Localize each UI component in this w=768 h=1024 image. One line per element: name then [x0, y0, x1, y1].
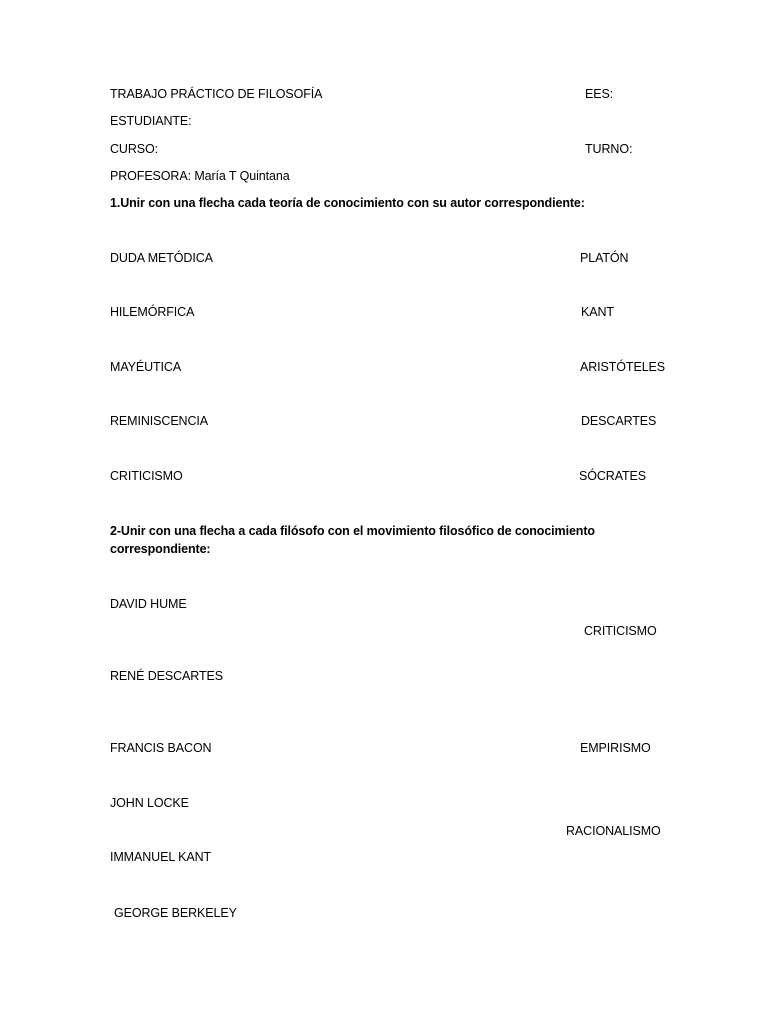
movement-item: RACIONALISMO — [566, 824, 661, 838]
exercise2-prompt: 2-Unir con una flecha a cada filósofo con el movimiento filosófico de conocimiento correspondiente: — [110, 524, 595, 556]
student-label: ESTUDIANTE: — [110, 114, 192, 128]
movement-item: EMPIRISMO — [580, 741, 651, 755]
author-item: ARISTÓTELES — [580, 360, 666, 374]
author-item: KANT — [581, 305, 614, 319]
teacher-label: PROFESORA: María T Quintana — [110, 169, 290, 183]
movement-item: CRITICISMO — [584, 624, 657, 638]
theory-item: DUDA METÓDICA — [110, 251, 213, 265]
philosopher-item: JOHN LOCKE — [110, 796, 189, 810]
exercise1-prompt: 1.Unir con una flecha cada teoría de conocimiento con su autor correspondiente: — [110, 196, 585, 210]
author-item: DESCARTES — [581, 414, 657, 428]
philosopher-item: DAVID HUME — [110, 597, 187, 611]
theory-item: REMINISCENCIA — [110, 414, 209, 428]
philosopher-item: GEORGE BERKELEY — [114, 906, 237, 920]
shift-label: TURNO: — [585, 142, 633, 156]
author-item: PLATÓN — [580, 251, 629, 265]
philosopher-item: FRANCIS BACON — [110, 741, 212, 755]
course-label: CURSO: — [110, 142, 159, 156]
ees-label: EES: — [585, 87, 614, 101]
document-title: TRABAJO PRÁCTICO DE FILOSOFÍA — [110, 87, 323, 101]
philosopher-item: RENÉ DESCARTES — [110, 669, 223, 683]
philosopher-item: IMMANUEL KANT — [110, 850, 212, 864]
theory-item: HILEMÓRFICA — [110, 305, 195, 319]
theory-item: CRITICISMO — [110, 469, 183, 483]
author-item: SÓCRATES — [579, 469, 647, 483]
theory-item: MAYÉUTICA — [110, 360, 182, 374]
